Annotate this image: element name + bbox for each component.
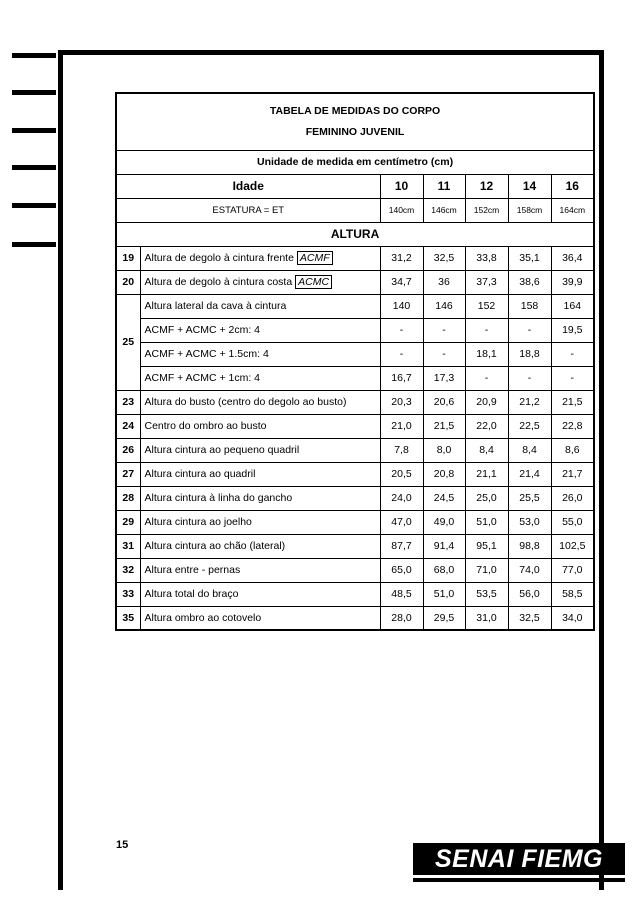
- row-label: Altura cintura à linha do gancho: [140, 486, 380, 510]
- row-value: 20,5: [380, 462, 423, 486]
- row-value: -: [508, 318, 551, 342]
- table-row: [116, 366, 594, 390]
- row-number: 19: [116, 246, 140, 270]
- row-tag: ACMC: [295, 275, 332, 289]
- row-value: 95,1: [465, 534, 508, 558]
- row-value: 18,8: [508, 342, 551, 366]
- age-16: 16: [551, 174, 594, 198]
- row-number: 23: [116, 390, 140, 414]
- row-value: 158: [508, 294, 551, 318]
- row-value: 20,9: [465, 390, 508, 414]
- row-value: 36,4: [551, 246, 594, 270]
- age-14: 14: [508, 174, 551, 198]
- row-label: ACMF + ACMC + 1cm: 4: [140, 366, 380, 390]
- row-number: 28: [116, 486, 140, 510]
- row-value: 8,4: [465, 438, 508, 462]
- row-value: 146: [423, 294, 465, 318]
- row-value: 51,0: [423, 582, 465, 606]
- row-value: 98,8: [508, 534, 551, 558]
- binder-tick: [12, 242, 56, 247]
- row-number: 33: [116, 582, 140, 606]
- row-value: 17,3: [423, 366, 465, 390]
- row-value: -: [423, 342, 465, 366]
- row-label-text: Altura de degolo à cintura frente: [144, 252, 294, 264]
- row-value: 22,0: [465, 414, 508, 438]
- age-label: Idade: [116, 174, 380, 198]
- row-value: 68,0: [423, 558, 465, 582]
- table-row: [116, 414, 594, 438]
- row-value: -: [380, 318, 423, 342]
- stature-value: 152cm: [465, 198, 508, 222]
- row-number: 31: [116, 534, 140, 558]
- row-value: 48,5: [380, 582, 423, 606]
- table-row: [116, 318, 594, 342]
- row-label: Altura cintura ao joelho: [140, 510, 380, 534]
- table-row: [116, 438, 594, 462]
- row-label: Altura cintura ao quadril: [140, 462, 380, 486]
- row-label: [140, 270, 380, 294]
- unit-label: Unidade de medida em centímetro (cm): [116, 150, 594, 174]
- senai-fiemg-logo: SENAI FIEMG: [413, 843, 625, 875]
- age-header-row: [116, 174, 594, 198]
- binder-tick: [12, 128, 56, 133]
- section-row: [116, 222, 594, 246]
- row-value: 58,5: [551, 582, 594, 606]
- row-value: 35,1: [508, 246, 551, 270]
- table-row: [116, 294, 594, 318]
- section-label: ALTURA: [116, 222, 594, 246]
- row-label-text: Altura de degolo à cintura costa: [144, 276, 293, 288]
- row-value: -: [551, 366, 594, 390]
- row-value: 21,0: [380, 414, 423, 438]
- row-label: Centro do ombro ao busto: [140, 414, 380, 438]
- table-row: [116, 342, 594, 366]
- row-number: 29: [116, 510, 140, 534]
- row-value: 18,1: [465, 342, 508, 366]
- row-value: 53,5: [465, 582, 508, 606]
- row-number: 32: [116, 558, 140, 582]
- title-line-1: TABELA DE MEDIDAS DO CORPO: [269, 104, 441, 117]
- binder-tick: [12, 165, 56, 170]
- row-value: 140: [380, 294, 423, 318]
- measurement-table: [115, 92, 595, 631]
- row-value: 20,6: [423, 390, 465, 414]
- row-value: 7,8: [380, 438, 423, 462]
- row-value: 8,0: [423, 438, 465, 462]
- row-value: 33,8: [465, 246, 508, 270]
- row-value: 56,0: [508, 582, 551, 606]
- binder-tick: [12, 203, 56, 208]
- row-tag: ACMF: [297, 251, 333, 265]
- row-value: 47,0: [380, 510, 423, 534]
- row-value: 21,7: [551, 462, 594, 486]
- row-value: -: [551, 342, 594, 366]
- row-value: 8,6: [551, 438, 594, 462]
- row-label: [140, 246, 380, 270]
- row-number: 35: [116, 606, 140, 630]
- stature-value: 140cm: [380, 198, 423, 222]
- row-value: 21,5: [551, 390, 594, 414]
- row-label: ACMF + ACMC + 1.5cm: 4: [140, 342, 380, 366]
- age-10: 10: [380, 174, 423, 198]
- row-number: 25: [116, 294, 140, 390]
- row-value: 152: [465, 294, 508, 318]
- binder-tick: [12, 53, 56, 58]
- row-value: 25,5: [508, 486, 551, 510]
- row-number: 27: [116, 462, 140, 486]
- row-number: 24: [116, 414, 140, 438]
- row-value: 77,0: [551, 558, 594, 582]
- row-value: 32,5: [423, 246, 465, 270]
- age-12: 12: [465, 174, 508, 198]
- table-row: [116, 558, 594, 582]
- row-value: 65,0: [380, 558, 423, 582]
- row-value: 21,2: [508, 390, 551, 414]
- row-value: 24,0: [380, 486, 423, 510]
- row-value: 53,0: [508, 510, 551, 534]
- row-value: 49,0: [423, 510, 465, 534]
- row-value: 91,4: [423, 534, 465, 558]
- stature-value: 158cm: [508, 198, 551, 222]
- table-row: [116, 462, 594, 486]
- row-value: 19,5: [551, 318, 594, 342]
- row-value: 20,3: [380, 390, 423, 414]
- row-value: 55,0: [551, 510, 594, 534]
- row-value: 22,5: [508, 414, 551, 438]
- table-row: [116, 246, 594, 270]
- row-value: 71,0: [465, 558, 508, 582]
- row-value: 34,7: [380, 270, 423, 294]
- row-value: 31,0: [465, 606, 508, 630]
- row-value: 32,5: [508, 606, 551, 630]
- row-label: Altura entre - pernas: [140, 558, 380, 582]
- row-number: 26: [116, 438, 140, 462]
- row-value: -: [508, 366, 551, 390]
- row-value: -: [465, 318, 508, 342]
- row-label: Altura lateral da cava à cintura: [140, 294, 380, 318]
- binder-tick: [12, 90, 56, 95]
- table-row: [116, 390, 594, 414]
- stature-row: [116, 198, 594, 222]
- row-value: 8,4: [508, 438, 551, 462]
- row-label: Altura do busto (centro do degolo ao busto): [140, 390, 380, 414]
- row-number: 20: [116, 270, 140, 294]
- age-11: 11: [423, 174, 465, 198]
- row-value: 31,2: [380, 246, 423, 270]
- row-value: 22,8: [551, 414, 594, 438]
- row-label: Altura cintura ao chão (lateral): [140, 534, 380, 558]
- table-row: [116, 582, 594, 606]
- row-value: 25,0: [465, 486, 508, 510]
- row-value: 37,3: [465, 270, 508, 294]
- title-line-2: FEMININO JUVENIL: [305, 125, 405, 138]
- row-label: ACMF + ACMC + 2cm: 4: [140, 318, 380, 342]
- row-value: 102,5: [551, 534, 594, 558]
- row-value: -: [465, 366, 508, 390]
- page-number: 15: [116, 839, 129, 851]
- table-row: [116, 510, 594, 534]
- row-value: 29,5: [423, 606, 465, 630]
- row-value: -: [380, 342, 423, 366]
- row-value: 87,7: [380, 534, 423, 558]
- row-value: 39,9: [551, 270, 594, 294]
- row-value: -: [423, 318, 465, 342]
- row-value: 34,0: [551, 606, 594, 630]
- stature-value: 146cm: [423, 198, 465, 222]
- row-value: 24,5: [423, 486, 465, 510]
- stature-label: ESTATURA = ET: [116, 198, 380, 222]
- row-label: Altura ombro ao cotovelo: [140, 606, 380, 630]
- row-value: 28,0: [380, 606, 423, 630]
- row-value: 26,0: [551, 486, 594, 510]
- table-row: [116, 606, 594, 630]
- row-label: Altura cintura ao pequeno quadril: [140, 438, 380, 462]
- row-value: 36: [423, 270, 465, 294]
- table-title: [116, 93, 594, 150]
- row-value: 164: [551, 294, 594, 318]
- logo-underline: [413, 878, 625, 882]
- row-value: 51,0: [465, 510, 508, 534]
- table-row: [116, 534, 594, 558]
- row-value: 38,6: [508, 270, 551, 294]
- row-value: 74,0: [508, 558, 551, 582]
- row-value: 20,8: [423, 462, 465, 486]
- row-value: 21,1: [465, 462, 508, 486]
- row-label: Altura total do braço: [140, 582, 380, 606]
- stature-value: 164cm: [551, 198, 594, 222]
- table-row: [116, 270, 594, 294]
- row-value: 16,7: [380, 366, 423, 390]
- row-value: 21,4: [508, 462, 551, 486]
- row-value: 21,5: [423, 414, 465, 438]
- table-row: [116, 486, 594, 510]
